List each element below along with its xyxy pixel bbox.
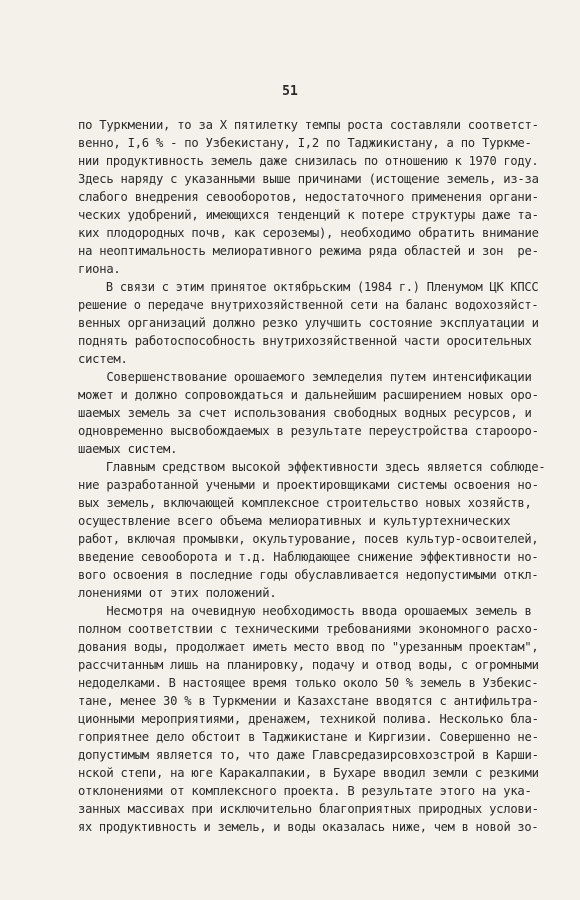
text-line: гоприятнее дело обстоит в Таджикистане и Киргизии. Совершенно не- — [78, 730, 539, 744]
text-line: систем. — [78, 352, 128, 366]
text-line: поднять работоспособность внутрихозяйственной части оросительных — [78, 334, 532, 348]
text-line: лонениями от этих положений. — [78, 586, 277, 600]
text-line: рассчитанным лишь на планировку, подачу и отвод воды, с огромными — [78, 658, 539, 672]
text-line: В связи с этим принятое октябрьским (1984 г.) Пленумом ЦК КПСС — [78, 280, 539, 294]
page-number: 51 — [282, 84, 298, 99]
text-line: Совершенствование орошаемого земледелия путем интенсификации — [78, 370, 532, 384]
text-line: Несмотря на очевидную необходимость ввода орошаемых земель в — [78, 604, 532, 618]
text-line: решение о передаче внутрихозяйственной сети на баланс водохозяйст- — [78, 298, 539, 312]
text-line: слабого внедрения севооборотов, недостаточного применения органи- — [78, 190, 539, 204]
text-line: полном соответствии с техническими требованиями экономного расхо- — [78, 622, 539, 636]
text-line: вых земель, включающей комплексное строительство новых хозяйств, — [78, 496, 532, 510]
text-line: вого освоения в последние годы обуславливается недопустимыми откл- — [78, 568, 539, 582]
text-line: венно, I,6 % - по Узбекистану, I,2 по Таджикистану, а по Туркме- — [78, 136, 532, 150]
text-line: недоделками. В настоящее время только около 50 % земель в Узбекис- — [78, 676, 539, 690]
text-line: шаемых систем. — [78, 442, 178, 456]
text-line: дования воды, продолжает иметь место ввод по "урезанным проектам", — [78, 640, 539, 654]
text-line: ких плодородных почв, как сероземы), необходимо обратить внимание — [78, 226, 539, 240]
text-line: осуществление всего объема мелиоративных и культуртехнических — [78, 514, 511, 528]
text-line: шаемых земель за счет использования свободных водных ресурсов, и — [78, 406, 532, 420]
text-line: может и должно сопровождаться и дальнейшим расширением новых оро- — [78, 388, 539, 402]
text-line: Главным средством высокой эффективности здесь является соблюде- — [78, 460, 546, 474]
text-line: Здесь наряду с указанными выше причинами (истощение земель, из-за — [78, 172, 539, 186]
text-line: по Туркмении, то за X пятилетку темпы роста составляли соответст- — [78, 118, 539, 132]
text-line: нской степи, на юге Каракалпакии, в Бухаре вводил земли с резкими — [78, 766, 539, 780]
text-line: ционными мероприятиями, дренажем, техникой полива. Несколько бла- — [78, 712, 539, 726]
text-line: ческих удобрений, имеющихся тенденций к потере структуры даже та- — [78, 208, 539, 222]
text-line: занных массивах при исключительно благоприятных природных услови- — [78, 802, 539, 816]
text-line: одновременно высвобождаемых в результате переустройства староорo- — [78, 424, 539, 438]
text-line: венных организаций должно резко улучшить состояние эксплуатации и — [78, 316, 539, 330]
text-line: тане, менее 30 % в Туркмении и Казахстане вводятся с антифильтра- — [78, 694, 539, 708]
text-line: введение севооборота и т.д. Наблюдающее снижение эффективности но- — [78, 550, 539, 564]
text-line: гиона. — [78, 262, 121, 276]
text-line: на неоптимальность мелиоративного режима ряда областей и зон ре- — [78, 244, 539, 258]
text-line: допустимым является то, что даже Главсредазирсовхозстрой в Карши- — [78, 748, 539, 762]
text-line: ях продуктивность и земель, и воды оказалась ниже, чем в новой зо- — [78, 820, 539, 834]
text-line: работ, включая промывки, окультурование, посев культур-освоителей, — [78, 532, 539, 546]
text-line: ние разработанной учеными и проектировщиками системы освоения но- — [78, 478, 539, 492]
text-line: нии продуктивность земель даже снизилась по отношению к 1970 году. — [78, 154, 539, 168]
text-line: отклонениями от комплексного проекта. В результате этого на ука- — [78, 784, 532, 798]
